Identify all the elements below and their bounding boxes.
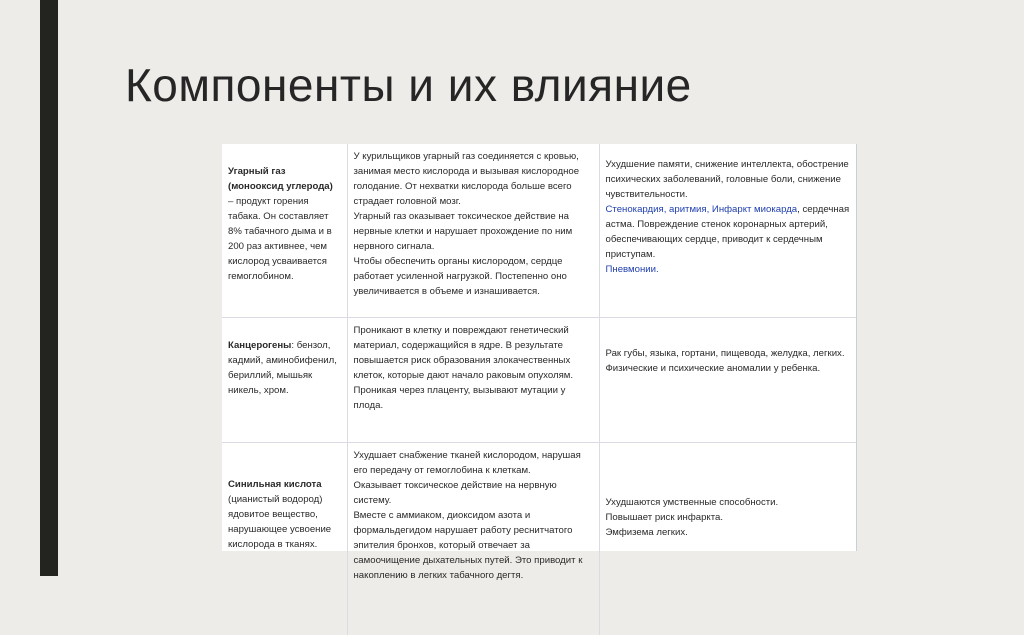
effects-link[interactable]: Пневмонии. — [606, 262, 851, 277]
mechanism-paragraph: Вместе с аммиаком, диоксидом азота и формальдегидом нарушает работу реснитчатого эпителия бронхов, который отвечает за самоочищение дыхательных путей. Это приводит к накоплению в легких табачного дегтя. — [354, 508, 593, 583]
effects-cell — [599, 443, 856, 635]
effects-cell — [599, 318, 856, 443]
effects-cell — [599, 144, 856, 318]
table — [222, 144, 856, 635]
component-cell — [222, 318, 347, 443]
component-description: : бензол, кадмий, аминобифенил, бериллий, мышьяк никель, хром. — [228, 340, 337, 396]
effects-paragraph: Эмфизема легких. — [606, 525, 851, 540]
table-row-hydrogen-cyanide — [222, 443, 856, 635]
effects-paragraph: Рак губы, языка, гортани, пищевода, желудка, легких. — [606, 346, 851, 361]
effects-paragraph: Физические и психические аномалии у ребенка. — [606, 361, 851, 376]
effects-paragraph: Стенокардия, аритмия, Инфаркт миокарда, сердечная астма. Повреждение стенок коронарных артерий, обеспечивающих сердце, приводит к сердечным приступам. — [606, 202, 851, 262]
component-cell — [222, 443, 347, 635]
effects-paragraph: Ухудшаются умственные способности. — [606, 495, 851, 510]
effects-paragraph: Повышает риск инфаркта. — [606, 510, 851, 525]
slide-title: Компоненты и их влияние — [125, 58, 692, 112]
mechanism-paragraph: Проникают в клетку и повреждают генетический материал, содержащийся в ядре. В результате повышается риск образования злокачественных клеток, которые дают начало раковым опухолям. — [354, 323, 593, 383]
mechanism-paragraph: Ухудшает снабжение тканей кислородом, нарушая его передачу от гемоглобина к клеткам. — [354, 448, 593, 478]
component-description: – продукт горения табака. Он составляет 8% табачного дыма и в 200 раз активнее, чем кислород усваивается гемоглобином. — [228, 196, 332, 282]
components-table — [222, 144, 857, 551]
mechanism-cell — [347, 144, 599, 318]
mechanism-paragraph: Проникая через плаценту, вызывают мутации у плода. — [354, 383, 593, 413]
component-name: Угарный газ (монооксид углерода) — [228, 166, 333, 192]
mechanism-paragraph: Оказывает токсическое действие на нервную систему. — [354, 478, 593, 508]
effects-link[interactable]: Стенокардия, аритмия, Инфаркт миокарда — [606, 204, 798, 215]
component-name: Синильная кислота — [228, 479, 322, 490]
mechanism-paragraph: Угарный газ оказывает токсическое действие на нервные клетки и нарушает прохождение по ним нервного сигнала. — [354, 209, 593, 254]
table-row-carcinogens — [222, 318, 856, 443]
table-row-carbon-monoxide — [222, 144, 856, 318]
mechanism-cell — [347, 318, 599, 443]
component-name: Канцерогены — [228, 340, 291, 351]
component-description: (цианистый водород) ядовитое вещество, нарушающее усвоение кислорода в тканях. — [228, 494, 331, 550]
effects-paragraph: Ухудшение памяти, снижение интеллекта, обострение психических заболеваний, головные боли, снижение чувствительности. — [606, 157, 851, 202]
mechanism-cell — [347, 443, 599, 635]
mechanism-paragraph: У курильщиков угарный газ соединяется с кровью, занимая место кислорода и вызывая кислородное голодание. От нехватки кислорода больше всего страдает головной мозг. — [354, 149, 593, 209]
component-cell — [222, 144, 347, 318]
slide-accent-bar — [40, 0, 58, 576]
mechanism-paragraph: Чтобы обеспечить органы кислородом, сердце работает усиленной нагрузкой. Постепенно оно увеличивается в объеме и изнашивается. — [354, 254, 593, 299]
